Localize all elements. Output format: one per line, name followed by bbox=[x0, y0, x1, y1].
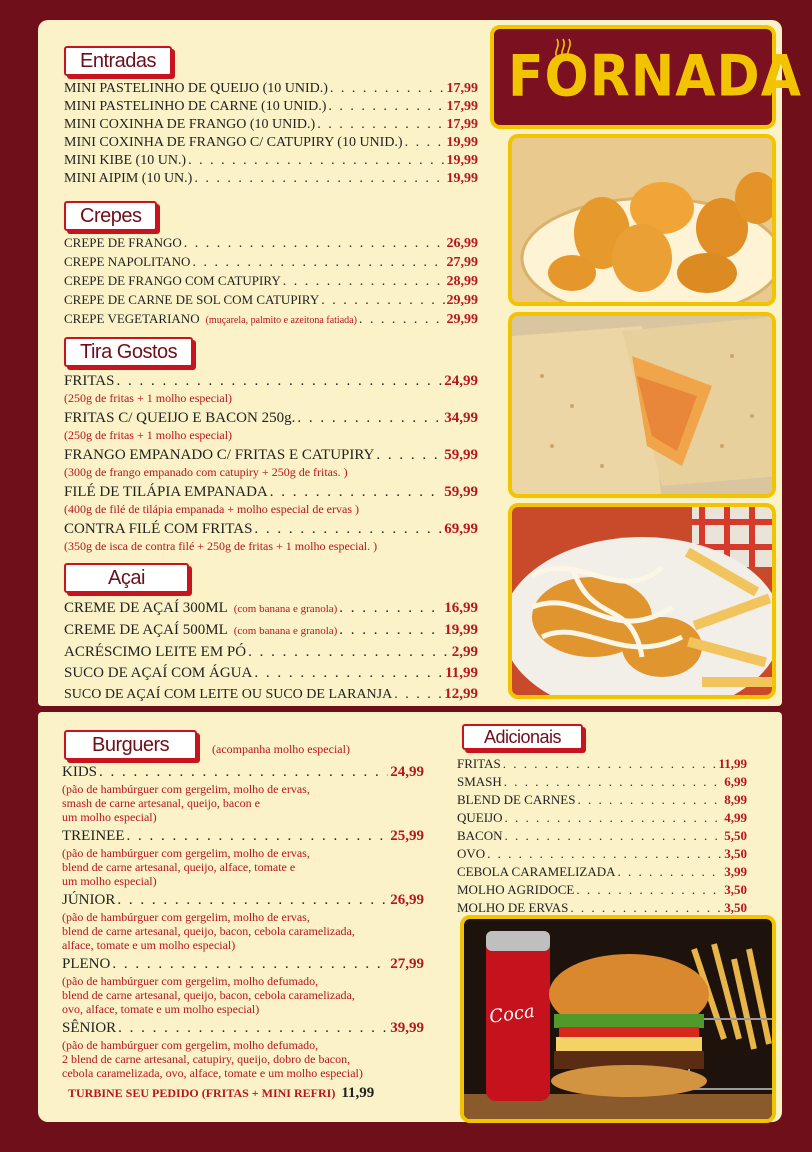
leader-dots bbox=[99, 762, 388, 782]
item-name: MINI AIPIM (10 UN.) bbox=[64, 171, 193, 186]
item-price: 3,50 bbox=[724, 846, 747, 861]
leader-dots bbox=[576, 881, 722, 899]
menu-item bbox=[64, 684, 478, 705]
item-price: 6,99 bbox=[724, 774, 747, 789]
item-name: JÚNIOR bbox=[62, 892, 116, 908]
item-price: 12,99 bbox=[444, 686, 478, 702]
menu-item bbox=[457, 791, 747, 809]
leader-dots bbox=[248, 642, 450, 663]
item-price: 5,50 bbox=[724, 828, 747, 843]
item-description-line: blend de carne artesanal, queijo, bacon, cebola caramelizada, bbox=[62, 924, 355, 938]
item-description-line: alface, tomate e um molho especial) bbox=[62, 938, 236, 952]
item-description-line: um molho especial) bbox=[62, 874, 157, 888]
menu-item bbox=[62, 1018, 424, 1038]
menu-item bbox=[457, 845, 747, 863]
leader-dots bbox=[359, 311, 445, 329]
menu-item bbox=[64, 234, 478, 253]
item-name: MOLHO AGRIDOCE bbox=[457, 882, 575, 897]
item-note: (muçarela, palmito e azeitona fatiada) bbox=[205, 315, 357, 326]
item-price: 59,99 bbox=[444, 447, 478, 463]
item-name: SMASH bbox=[457, 774, 502, 789]
item-description: (250g de fritas + 1 molho especial) bbox=[64, 391, 233, 405]
item-name: MINI COXINHA DE FRANGO C/ CATUPIRY (10 UNID.) bbox=[64, 135, 403, 150]
item-name: CREPE VEGETARIANO bbox=[64, 311, 200, 326]
item-name: OVO bbox=[457, 846, 486, 861]
leader-dots bbox=[505, 809, 723, 827]
leader-dots bbox=[321, 292, 444, 310]
menu-item bbox=[457, 881, 747, 899]
leader-dots bbox=[330, 80, 445, 98]
section-title-acai: Açai bbox=[64, 563, 189, 593]
leader-dots bbox=[117, 890, 388, 910]
coxinhas-photo bbox=[508, 134, 776, 306]
item-price: 27,99 bbox=[390, 956, 424, 972]
item-price: 17,99 bbox=[446, 81, 478, 96]
item-name: MINI COXINHA DE FRANGO (10 UNID.) bbox=[64, 117, 316, 132]
leader-dots bbox=[118, 1018, 388, 1038]
leader-dots bbox=[505, 827, 723, 845]
item-name: TREINEE bbox=[62, 828, 125, 844]
item-price: 8,99 bbox=[724, 792, 747, 807]
item-price: 3,50 bbox=[724, 900, 747, 915]
item-description-line: cebola caramelizada, ovo, alface, tomate e um molho especial) bbox=[62, 1066, 363, 1080]
menu-item bbox=[62, 826, 424, 846]
item-name: QUEIJO bbox=[457, 810, 503, 825]
leader-dots bbox=[116, 371, 442, 391]
item-name: FRANGO EMPANADO C/ FRITAS E CATUPIRY bbox=[64, 447, 375, 463]
item-note: (com banana e granola) bbox=[233, 603, 338, 615]
item-price: 2,99 bbox=[451, 644, 478, 660]
item-description: (350g de isca de contra filé + 250g de fritas + 1 molho especial. ) bbox=[64, 539, 378, 553]
leader-dots bbox=[487, 845, 722, 863]
item-price: 59,99 bbox=[444, 484, 478, 500]
menu-item bbox=[64, 663, 478, 684]
menu-item bbox=[64, 642, 478, 663]
item-name: SUCO DE AÇAÍ COM ÁGUA bbox=[64, 665, 253, 681]
item-name: MINI PASTELINHO DE QUEIJO (10 UNID.) bbox=[64, 81, 328, 96]
item-price: 29,99 bbox=[446, 312, 478, 327]
leader-dots bbox=[184, 235, 445, 253]
menu-item bbox=[64, 620, 478, 642]
menu-item bbox=[64, 170, 478, 188]
menu-item bbox=[64, 408, 478, 428]
item-price: 24,99 bbox=[444, 373, 478, 389]
menu-item bbox=[64, 598, 478, 620]
leader-dots bbox=[112, 954, 388, 974]
menu-item bbox=[64, 116, 478, 134]
leader-dots bbox=[283, 273, 445, 291]
item-price: 16,99 bbox=[444, 600, 478, 616]
leader-dots bbox=[192, 254, 444, 272]
item-price: 19,99 bbox=[444, 622, 478, 638]
item-price: 11,99 bbox=[718, 756, 747, 771]
menu-item bbox=[64, 80, 478, 98]
menu-item bbox=[64, 253, 478, 272]
menu-item bbox=[457, 863, 747, 881]
menu-item bbox=[457, 827, 747, 845]
section-title-tira-gostos: Tira Gostos bbox=[64, 337, 193, 367]
menu-item bbox=[62, 762, 424, 782]
section-title-crepes: Crepes bbox=[64, 201, 157, 231]
item-price: 25,99 bbox=[390, 828, 424, 844]
turbine-label: TURBINE SEU PEDIDO (FRITAS + MINI REFRI) bbox=[68, 1086, 336, 1100]
crepe-photo bbox=[508, 312, 776, 498]
menu-item bbox=[457, 773, 747, 791]
crepes-list bbox=[64, 234, 478, 330]
acai-list bbox=[64, 598, 478, 705]
item-price: 39,99 bbox=[390, 1020, 424, 1036]
menu-item bbox=[457, 755, 747, 773]
leader-dots bbox=[339, 598, 442, 619]
item-price: 4,99 bbox=[724, 810, 747, 825]
item-name: CREPE DE FRANGO COM CATUPIRY bbox=[64, 273, 281, 288]
item-name: FRITAS C/ QUEIJO E BACON 250g. bbox=[64, 410, 296, 426]
item-name: KIDS bbox=[62, 764, 98, 780]
leader-dots bbox=[504, 773, 722, 791]
item-price: 28,99 bbox=[446, 274, 478, 289]
menu-item bbox=[64, 371, 478, 391]
leader-dots bbox=[577, 791, 722, 809]
item-description-line: 2 blend de carne artesanal, catupiry, queijo, dobro de bacon, bbox=[62, 1052, 351, 1066]
menu-item bbox=[62, 954, 424, 974]
menu-item bbox=[64, 152, 478, 170]
fries-with-sauce-photo bbox=[508, 503, 776, 699]
section-title-entradas: Entradas bbox=[64, 46, 172, 76]
item-description: (400g de filé de tilápia empanada + molho especial de ervas ) bbox=[64, 502, 359, 516]
item-name: PLENO bbox=[62, 956, 111, 972]
leader-dots bbox=[328, 98, 444, 116]
item-price: 27,99 bbox=[446, 255, 478, 270]
item-price: 19,99 bbox=[446, 171, 478, 186]
menu-item bbox=[64, 310, 478, 330]
leader-dots bbox=[254, 663, 443, 684]
item-name: CONTRA FILÉ COM FRITAS bbox=[64, 521, 253, 537]
item-description-line: (pão de hambúrguer com gergelim, molho de ervas, bbox=[62, 846, 310, 860]
item-name: FRITAS bbox=[64, 373, 115, 389]
menu-item bbox=[64, 98, 478, 116]
item-name: SUCO DE AÇAÍ COM LEITE OU SUCO DE LARANJA bbox=[64, 687, 393, 702]
item-description-line: blend de carne artesanal, queijo, alface, tomate e bbox=[62, 860, 296, 874]
turbine-offer bbox=[68, 1084, 374, 1102]
brand-name: FORNADA bbox=[508, 44, 802, 110]
item-description-line: blend de carne artesanal, queijo, bacon, cebola caramelizada, bbox=[62, 988, 355, 1002]
section-title-adicionais: Adicionais bbox=[462, 724, 583, 750]
leader-dots bbox=[503, 755, 717, 773]
leader-dots bbox=[254, 519, 442, 539]
svg-text:Coca: Coca bbox=[488, 1000, 536, 1028]
item-name: CREME DE AÇAÍ 500ML bbox=[64, 622, 228, 638]
menu-item bbox=[64, 134, 478, 152]
leader-dots bbox=[317, 116, 444, 134]
item-price: 17,99 bbox=[446, 117, 478, 132]
item-description-line: ovo, alface, tomate e um molho especial) bbox=[62, 1002, 260, 1016]
item-name: SÊNIOR bbox=[62, 1020, 117, 1036]
item-name: ACRÉSCIMO LEITE EM PÓ bbox=[64, 644, 247, 660]
leader-dots bbox=[270, 482, 442, 502]
item-description: (300g de frango empanado com catupiry + 250g de fritas. ) bbox=[64, 465, 348, 479]
item-description-line: (pão de hambúrguer com gergelim, molho de ervas, bbox=[62, 910, 310, 924]
menu-item bbox=[64, 519, 478, 539]
tira-gostos-list bbox=[64, 371, 478, 553]
item-name: MINI KIBE (10 UN.) bbox=[64, 153, 187, 168]
item-price: 26,99 bbox=[390, 892, 424, 908]
menu-item bbox=[62, 890, 424, 910]
item-name: CREPE DE CARNE DE SOL COM CATUPIRY bbox=[64, 292, 320, 307]
item-price: 11,99 bbox=[445, 665, 478, 681]
section-title-burguers: Burguers bbox=[64, 730, 197, 760]
item-description-line: (pão de hambúrguer com gergelim, molho de ervas, bbox=[62, 782, 310, 796]
item-price: 19,99 bbox=[446, 153, 478, 168]
burguers-list bbox=[62, 762, 424, 1080]
logo bbox=[490, 25, 802, 129]
menu-item bbox=[457, 809, 747, 827]
item-description-line: (pão de hambúrguer com gergelim, molho defumado, bbox=[62, 974, 319, 988]
item-price: 3,50 bbox=[724, 882, 747, 897]
item-name: BACON bbox=[457, 828, 503, 843]
item-price: 19,99 bbox=[446, 135, 478, 150]
menu-item bbox=[64, 445, 478, 465]
leader-dots bbox=[297, 408, 442, 428]
burger-combo-photo bbox=[460, 915, 776, 1123]
item-price: 24,99 bbox=[390, 764, 424, 780]
item-price: 26,99 bbox=[446, 236, 478, 251]
item-name: CREPE DE FRANGO bbox=[64, 235, 182, 250]
item-name: CEBOLA CARAMELIZADA bbox=[457, 864, 616, 879]
item-name: CREPE NAPOLITANO bbox=[64, 254, 191, 269]
item-name: CREME DE AÇAÍ 300ML bbox=[64, 600, 228, 616]
item-description-line: (pão de hambúrguer com gergelim, molho defumado, bbox=[62, 1038, 319, 1052]
item-note: (com banana e granola) bbox=[233, 625, 338, 637]
item-price: 17,99 bbox=[446, 99, 478, 114]
leader-dots bbox=[194, 170, 444, 188]
item-description-line: um molho especial) bbox=[62, 810, 157, 824]
item-name: BLEND DE CARNES bbox=[457, 792, 576, 807]
item-name: MINI PASTELINHO DE CARNE (10 UNID.) bbox=[64, 99, 327, 114]
item-name: MOLHO DE ERVAS bbox=[457, 900, 569, 915]
leader-dots bbox=[339, 620, 442, 641]
menu-item bbox=[64, 291, 478, 310]
item-description-line: smash de carne artesanal, queijo, bacon e bbox=[62, 796, 260, 810]
adicionais-list bbox=[457, 755, 747, 917]
leader-dots bbox=[126, 826, 388, 846]
item-price: 3,99 bbox=[724, 864, 747, 879]
leader-dots bbox=[618, 863, 723, 881]
entradas-list bbox=[64, 80, 478, 188]
item-price: 69,99 bbox=[444, 521, 478, 537]
leader-dots bbox=[376, 445, 442, 465]
leader-dots bbox=[394, 684, 442, 705]
item-name: FRITAS bbox=[457, 756, 501, 771]
turbine-price: 11,99 bbox=[341, 1085, 375, 1101]
burguers-subtitle: (acompanha molho especial) bbox=[212, 742, 350, 756]
leader-dots bbox=[188, 152, 444, 170]
menu-item bbox=[64, 482, 478, 502]
item-description: (250g de fritas + 1 molho especial) bbox=[64, 428, 233, 442]
menu-item bbox=[64, 272, 478, 291]
item-price: 29,99 bbox=[446, 293, 478, 308]
leader-dots bbox=[405, 134, 445, 152]
item-name: FILÉ DE TILÁPIA EMPANADA bbox=[64, 484, 268, 500]
item-price: 34,99 bbox=[444, 410, 478, 426]
